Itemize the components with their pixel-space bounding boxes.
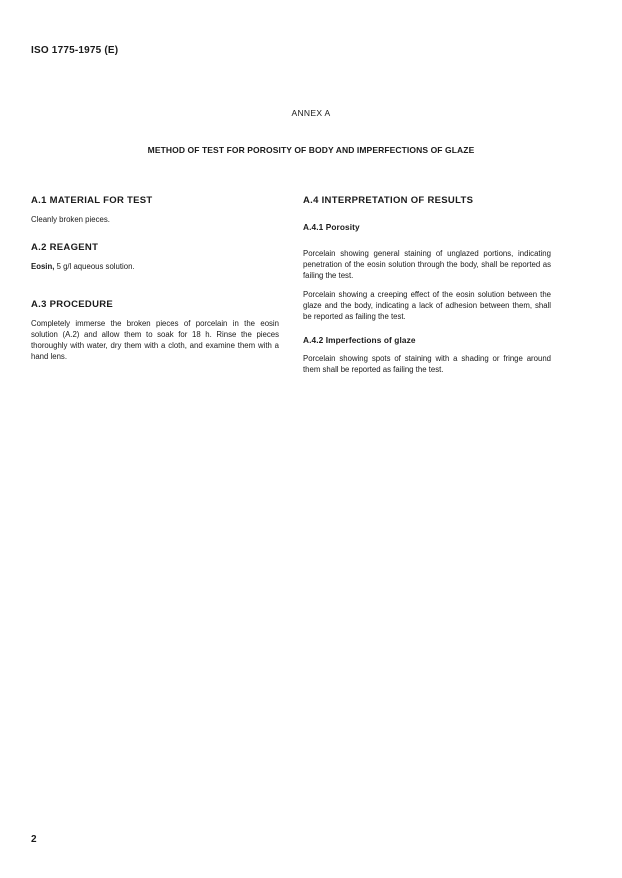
section-a41-text-1: Porcelain showing general staining of unglazed portions, indicating penetration of the eosin solution through the body, shall be reported as failing the test. [303,249,551,280]
annex-title: METHOD OF TEST FOR POROSITY OF BODY AND IMPERFECTIONS OF GLAZE [147,145,475,155]
page-number: 2 [31,834,37,845]
section-a2-heading: A.2 REAGENT [31,242,99,253]
annex-label: ANNEX A [291,108,331,118]
section-a1-heading: A.1 MATERIAL FOR TEST [31,195,153,206]
section-a3-text: Completely immerse the broken pieces of porcelain in the eosin solution (A.2) and allow them to soak for 18 h. Rinse the pieces thoroughly with water, dry them with a cloth, and examine them with a hand lens. [31,319,279,361]
section-a42-text: Porcelain showing spots of staining with a shading or fringe around them shall be reported as failing the test. [303,354,551,374]
section-a41-heading: A.4.1 Porosity [303,222,360,232]
left-column [31,195,279,362]
section-a41-text-2: Porcelain showing a creeping effect of the eosin solution between the glaze and the body, indicating a lack of adhesion between them, shall be reported as failing the test. [303,290,551,321]
document-id: ISO 1775-1975 (E) [31,45,119,56]
right-column [303,195,551,375]
section-a3-heading: A.3 PROCEDURE [31,299,114,310]
section-a1-text: Cleanly broken pieces. [31,215,110,224]
section-a2-paragraph [31,261,279,272]
section-a42-heading: A.4.2 Imperfections of glaze [303,335,416,345]
section-a4-heading: A.4 INTERPRETATION OF RESULTS [303,195,474,206]
section-a2-term: Eosin, [31,262,55,271]
section-a2-text: 5 g/l aqueous solution. [54,262,135,271]
